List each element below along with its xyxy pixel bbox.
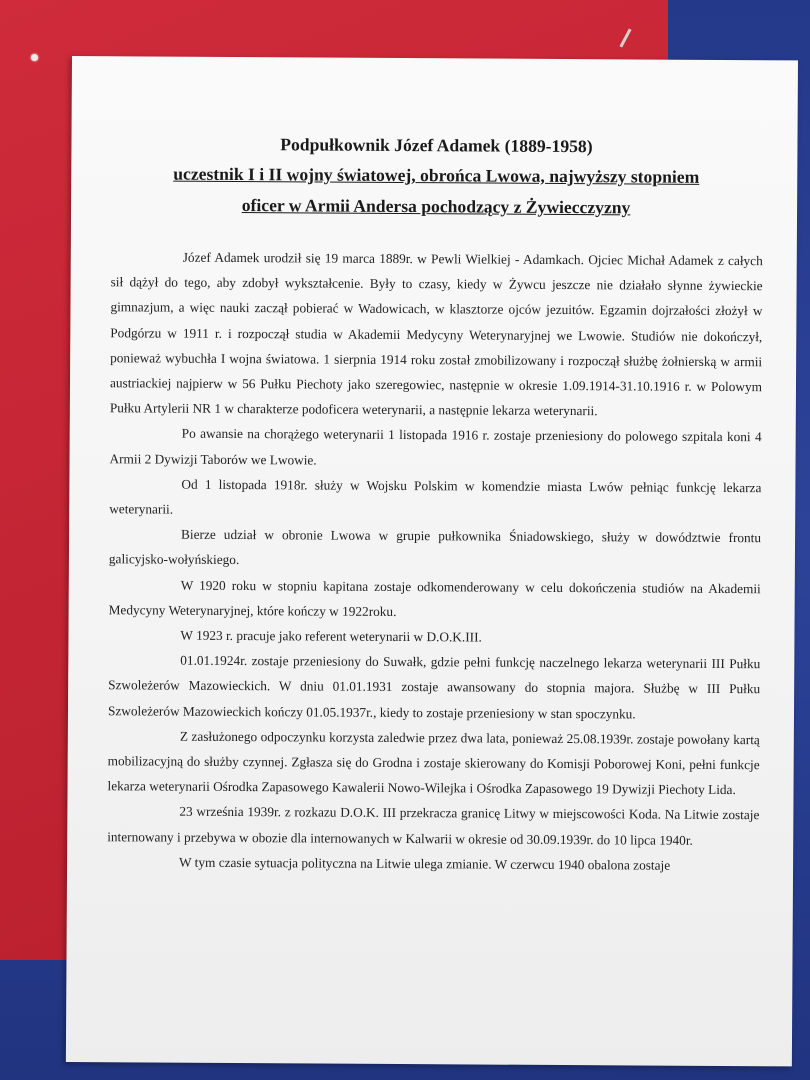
paragraph: Po awansie na chorążego weterynarii 1 listopada 1916 r. zostaje przeniesiony do polowego szpitala koni 4 Armii 2 Dywizji Taborów we Lwowie. (109, 426, 762, 468)
document-title: Podpułkownik Józef Adamek (1889-1958) (280, 134, 593, 157)
paragraph: 01.01.1924r. zostaje przeniesiony do Suwałk, gdzie pełni funkcję naczelnego lekarza weterynarii III Pułku Szwoleżerów Mazowieckich. W dniu 01.01.1931 zostaje awansowany do stopnia majora. Służbę w III Pułku Szwoleżerów Mazowieckich kończy 01.05.1937r., kiedy to zostaje przeniesiony w stan spoczynku. (107, 652, 761, 722)
document-subtitle-line-2: oficer w Armii Andersa pochodzący z Żywiecczyzny (241, 195, 631, 218)
document-body (107, 244, 763, 878)
paragraph: Józef Adamek urodził się 19 marca 1889r. w Pewli Wielkiej - Adamkach. Ojciec Michał Adamek z całych sił dążył do tego, aby zdobył wykształcenie. Były to czasy, kiedy w Żywcu jeszcze nie działało słynne żywieckie gimnazjum, a więc nauki zaczął pobierać w Wadowicach, w klasztorze ojców jezuitów. Egzamin dojrzałości złożył w Podgórzu w 1911 r. i rozpoczął studia w Akademii Medycyny Weterynaryjnej we Lwowie. Studiów nie dokończył, ponieważ wybuchła I wojna światowa. 1 sierpnia 1914 roku został zmobilizowany i rozpoczął służbę żołnierską w armii austriackiej najpierw w 56 Pułku Piechoty jako szeregowiec, następnie w okresie 1.09.1914-31.10.1916 r. w Polowym Pułku Artylerii NR 1 w charakterze podoficera weterynarii, a następnie lekarza weterynarii. (109, 249, 763, 419)
paragraph: W 1923 r. pracuje jako referent weterynarii w D.O.K.III. (180, 627, 482, 645)
paragraph: W 1920 roku w stopniu kapitana zostaje odkomenderowany w celu dokończenia studiów na Akademii Medycyny Weterynaryjnej, które kończy w 1922roku. (108, 577, 761, 619)
paragraph: Bierze udział w obronie Lwowa w grupie pułkownika Śniadowskiego, służy w dowództwie frontu galicyjsko-wołyńskiego. (108, 526, 762, 568)
paragraph: Z zasłużonego odpoczynku korzysta zaledwie przez dwa lata, ponieważ 25.08.1939r. zostaje powołany kartą mobilizacyjną do służby czynnej. Zgłasza się do Grodna i zostaje skierowany do Komisji Poborowej Koni, pełni funkcje lekarza weterynarii Ośrodka Zapasowego Kawalerii Nowo-Wilejka i Ośrodka Zapasowego 19 Dywizji Piechoty Lida. (107, 728, 760, 798)
paragraph: Od 1 listopada 1918r. służy w Wojsku Polskim w komendzie miasta Lwów pełniąc funkcję lekarza weterynarii. (109, 476, 762, 517)
posted-paper-sheet (66, 56, 798, 1066)
paragraph: W tym czasie sytuacja polityczna na Litwie ulega zmianie. W czerwcu 1940 obalona zostaje (179, 854, 671, 873)
push-pin-icon (31, 54, 38, 61)
document-subtitle-line-1: uczestnik I i II wojny światowej, obrońca Lwowa, najwyższy stopniem (173, 163, 700, 187)
paragraph: 23 września 1939r. z rozkazu D.O.K. III przekracza granicę Litwy w miejscowości Koda. Na Litwie zostaje internowany i przebywa w obozie dla internowanych w Kalwarii w okresie od 30.09.1939r. do 10 lipca 1940r. (107, 804, 760, 848)
